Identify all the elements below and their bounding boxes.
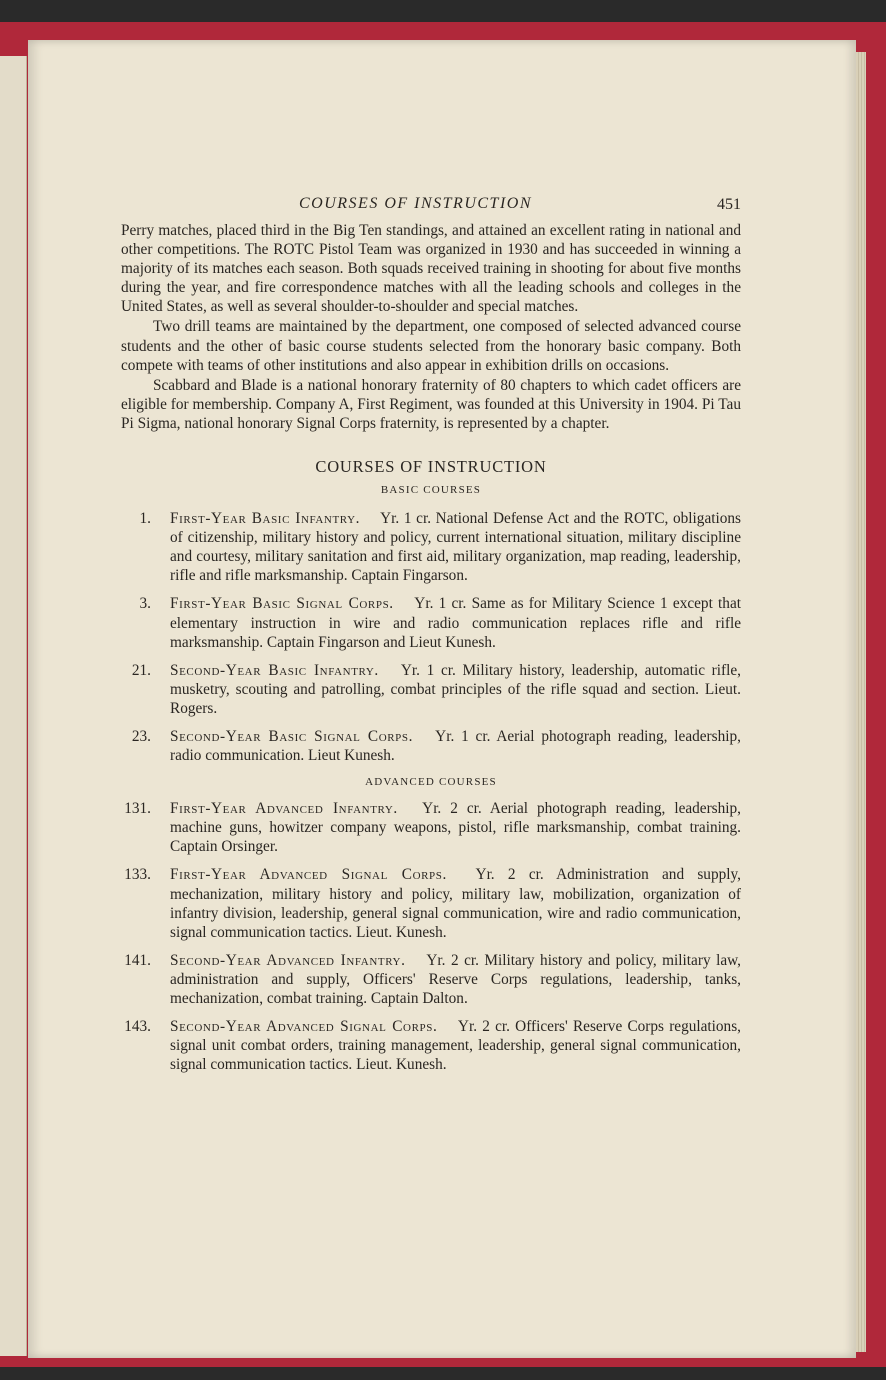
course-number: 143. bbox=[124, 1018, 151, 1036]
course-title: First-Year Basic Infantry. bbox=[170, 510, 376, 528]
course-title: First-Year Advanced Signal Corps. bbox=[170, 866, 463, 884]
course-number: 21. bbox=[131, 661, 151, 679]
basic-courses-heading: BASIC COURSES bbox=[380, 484, 482, 497]
intro-paragraph: Two drill teams are maintained by the department, one composed of selected advanced course students and the other of basic course students selected from the honorary basic company. Both compete with teams of other institutions and also appear in exhibition drills on occasions. bbox=[121, 318, 741, 374]
course-title: First-Year Advanced Infantry. bbox=[170, 800, 414, 818]
course-description: Yr. 2 cr. Military history and policy, military law, administration and supply, Officers' Reserve Corps regulations, leadership, tanks, mechanization, combat training. Captain Dalton. bbox=[170, 951, 741, 1007]
course-entry bbox=[121, 594, 741, 651]
course-entry bbox=[121, 951, 741, 1008]
page-content bbox=[121, 195, 741, 1083]
previous-page-edge bbox=[0, 56, 27, 1356]
page-stack-edge bbox=[856, 52, 866, 1352]
course-title: Second-Year Advanced Signal Corps. bbox=[170, 1018, 454, 1036]
course-title: Second-Year Basic Signal Corps. bbox=[170, 727, 429, 745]
section-heading: COURSES OF INSTRUCTION bbox=[315, 457, 547, 477]
course-title: First-Year Basic Signal Corps. bbox=[170, 595, 410, 613]
course-description: Yr. 1 cr. National Defense Act and the ROTC, obligations of citizenship, military history and policy, current international situation, military discipline and courtesy, military sanitation and first aid, military organization, map reading, leadership, rifle and rifle marksmanship. Captain Fingarson. bbox=[170, 510, 741, 585]
course-number: 133. bbox=[124, 866, 151, 884]
course-title: Second-Year Advanced Infantry. bbox=[170, 951, 422, 969]
page-number: 451 bbox=[717, 196, 741, 213]
course-description: Yr. 1 cr. Aerial photograph reading, leadership, radio communication. Lieut Kunesh. bbox=[170, 727, 741, 765]
course-number: 131. bbox=[124, 800, 151, 818]
course-number: 3. bbox=[139, 595, 151, 613]
course-entry bbox=[121, 727, 741, 765]
course-description: Yr. 2 cr. Administration and supply, mechanization, military history and policy, military law, mobilization, organization of infantry division, leadership, general signal communication, wire and radio communication, signal communication tactics. Lieut. Kunesh. bbox=[170, 866, 741, 941]
running-head bbox=[121, 195, 741, 221]
course-number: 141. bbox=[124, 951, 151, 969]
course-title: Second-Year Basic Infantry. bbox=[170, 661, 395, 679]
running-head-title: COURSES OF INSTRUCTION bbox=[299, 195, 533, 212]
course-number: 23. bbox=[131, 727, 151, 745]
course-number: 1. bbox=[139, 510, 151, 528]
course-entry bbox=[121, 799, 741, 856]
course-description: Yr. 2 cr. Aerial photograph reading, leadership, machine guns, howitzer company weapons, pistol, rifle marksmanship, combat training. Captain Orsinger. bbox=[170, 800, 741, 856]
course-description: Yr. 2 cr. Officers' Reserve Corps regulations, signal unit combat orders, training management, leadership, general signal communication, signal communication tactics. Lieut. Kunesh. bbox=[170, 1018, 741, 1074]
course-entry bbox=[121, 1017, 741, 1074]
course-description: Yr. 1 cr. Same as for Military Science 1 except that elementary instruction in wire and radio communication replaces rifle and rifle marksmanship. Captain Fingarson and Lieut Kunesh. bbox=[170, 595, 741, 651]
course-entry bbox=[121, 661, 741, 718]
course-description: Yr. 1 cr. Military history, leadership, automatic rifle, musketry, scouting and patrolling, combat principles of the rifle squad and section. Lieut. Rogers. bbox=[170, 661, 741, 717]
course-entry bbox=[121, 865, 741, 941]
intro-paragraph: Scabbard and Blade is a national honorary fraternity of 80 chapters to which cadet officers are eligible for membership. Company A, First Regiment, was founded at this University in 1904. Pi Tau Pi Sigma, national honorary Signal Corps fraternity, is represented by a chapter. bbox=[121, 376, 741, 432]
intro-paragraph: Perry matches, placed third in the Big Ten standings, and attained an excellent rating in national and other competitions. The ROTC Pistol Team was organized in 1930 and has succeeded in winning a majority of its matches each season. Both squads received training in shooting for about five months during the year, and fire correspondence matches with all the leading schools and colleges in the United States, as well as several shoulder-to-shoulder and special matches. bbox=[121, 222, 741, 316]
course-entry bbox=[121, 509, 741, 585]
advanced-courses-heading: ADVANCED COURSES bbox=[365, 776, 497, 789]
